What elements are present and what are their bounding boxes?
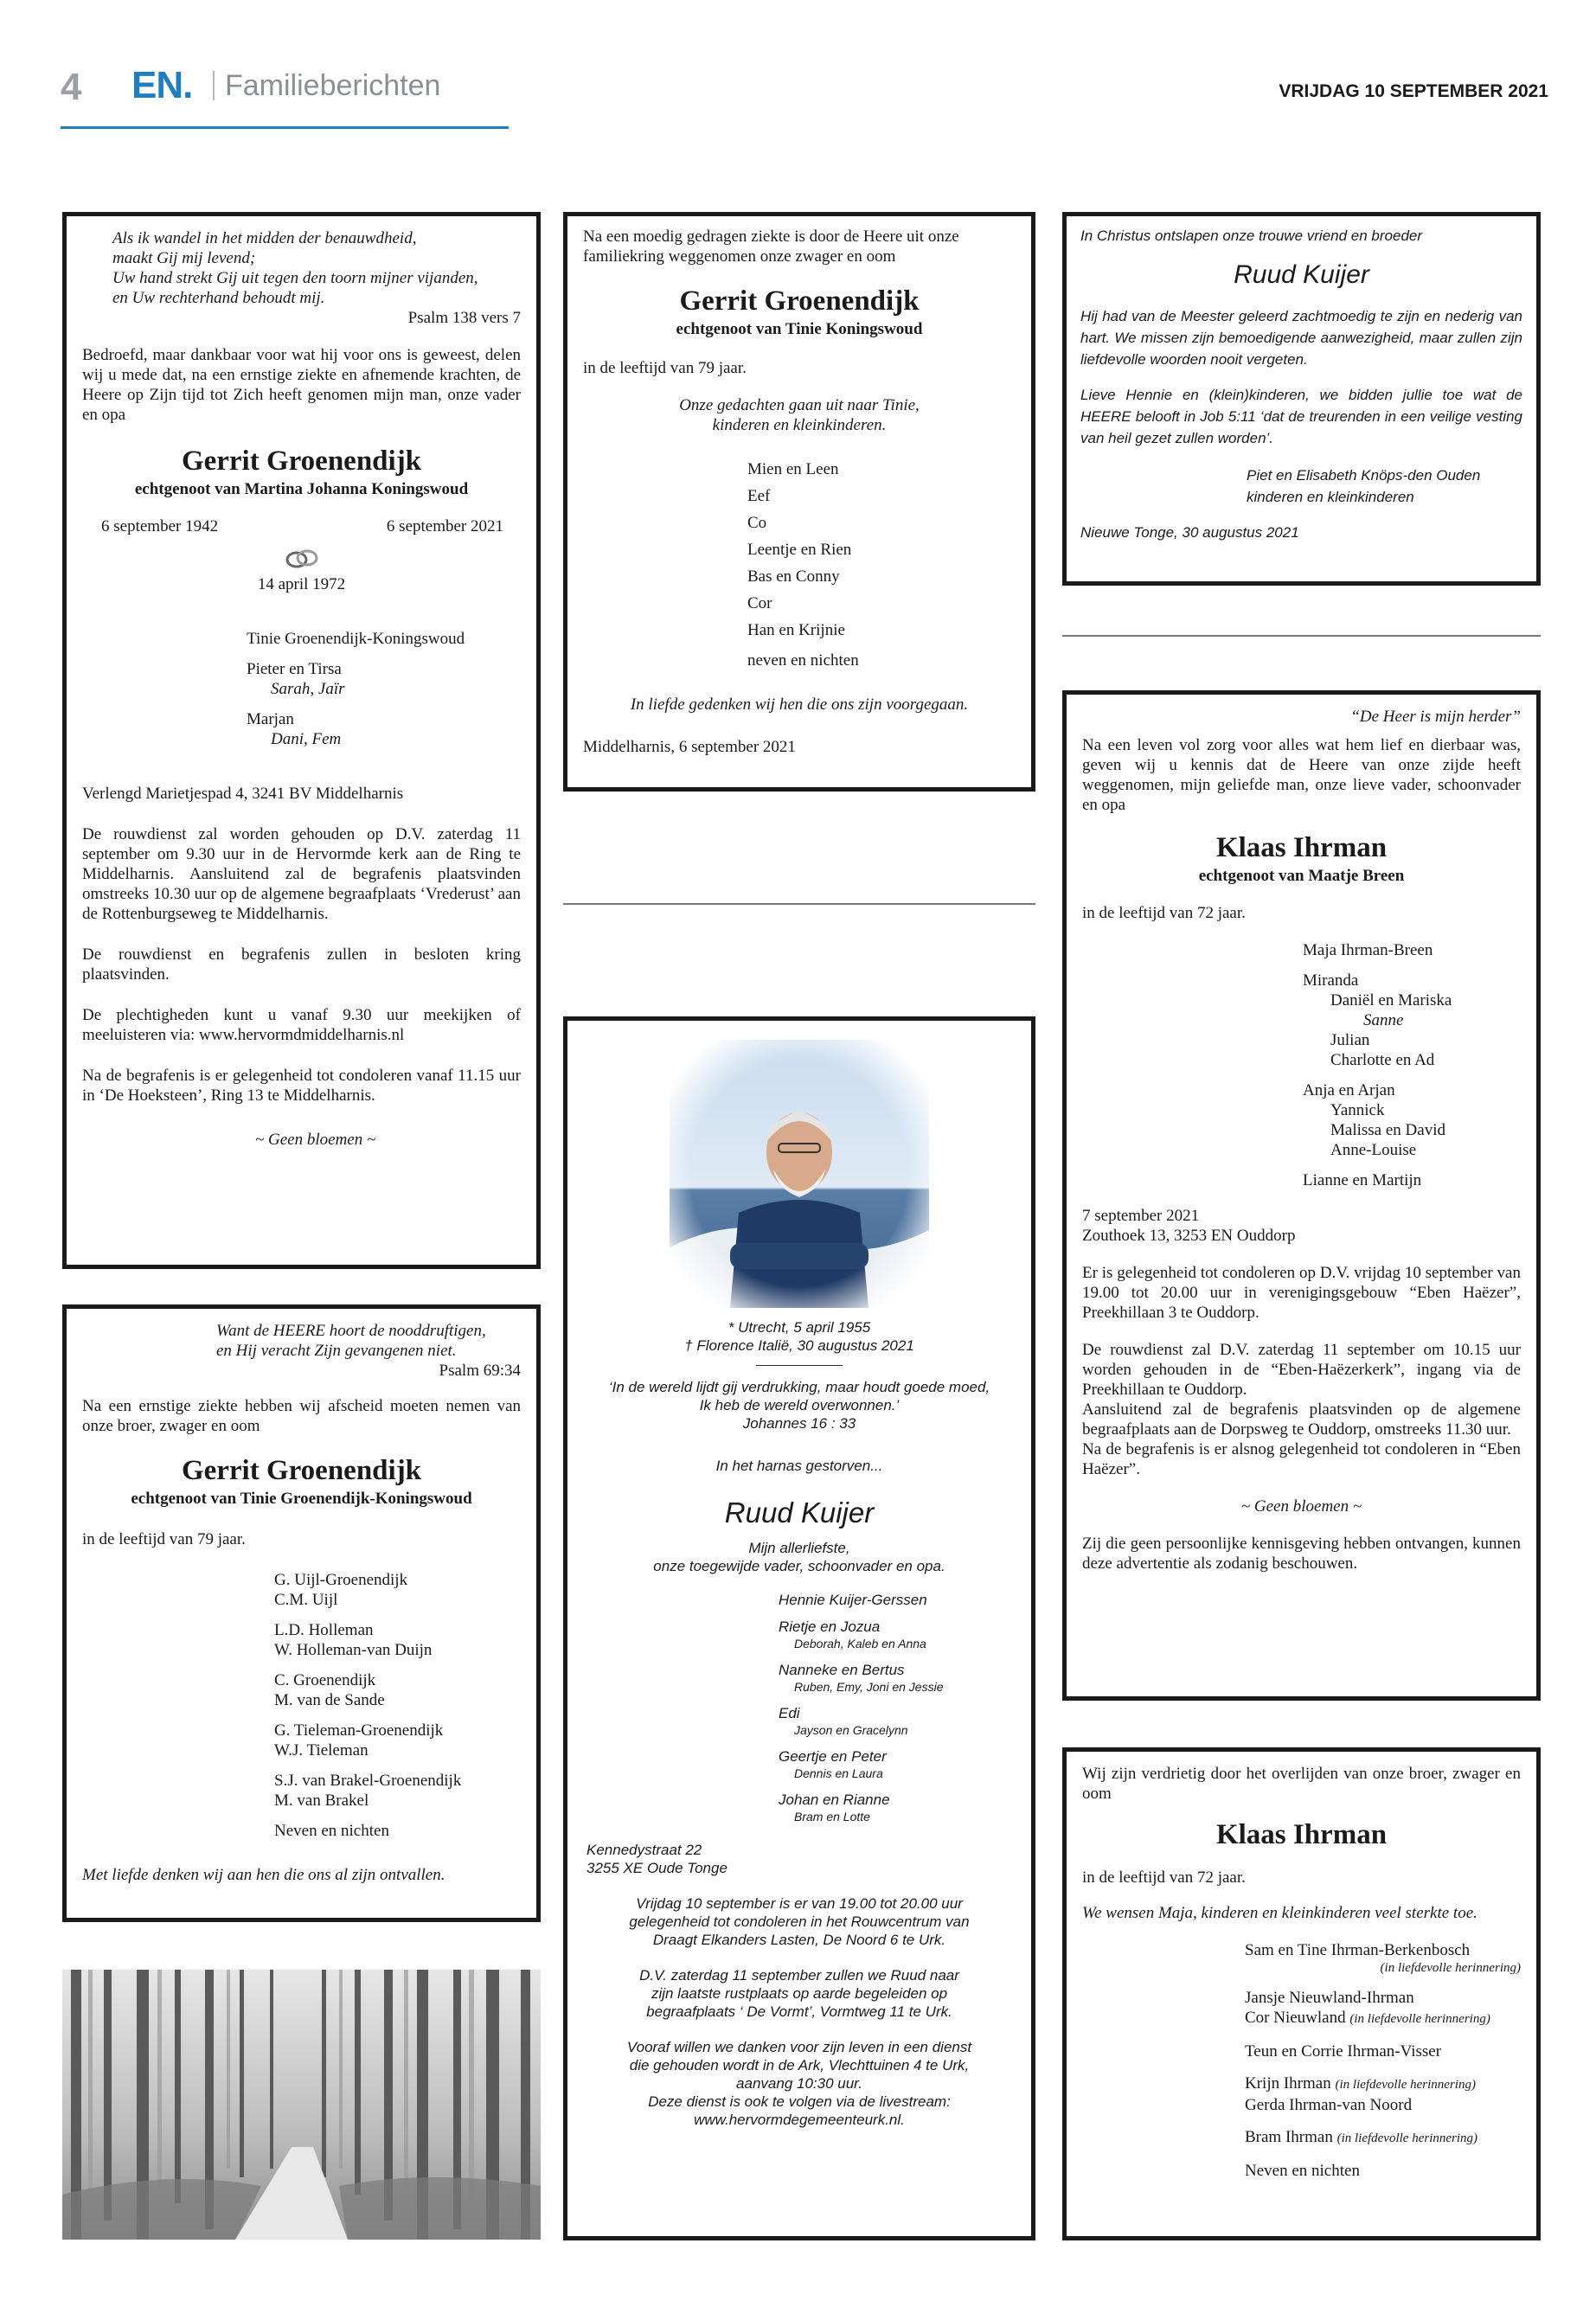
family-group — [779, 1661, 1012, 1695]
deceased-name: Gerrit Groenendijk — [181, 445, 422, 477]
thoughts-line: Onze gedachten gaan uit naar Tinie, kinderen en kleinkinderen. — [679, 396, 920, 434]
signer-note: (in liefdevolle herinnering) — [1335, 2078, 1476, 2092]
signer-name: Malissa en David — [1330, 1121, 1445, 1139]
death-date: 6 september 2021 — [386, 517, 503, 535]
family-children: Dennis en Laura — [794, 1766, 883, 1780]
intro-text: In Christus ontslapen onze trouwe vriend en broeder — [1080, 228, 1423, 244]
family-group — [779, 1591, 1012, 1609]
family-group — [779, 1618, 1012, 1652]
column-divider — [563, 903, 1035, 905]
signers-list — [1082, 940, 1521, 1190]
signer-name: Daniël en Mariska — [1330, 991, 1452, 1009]
wedding-rings-icon — [82, 548, 521, 574]
intro-text: Wij zijn verdrietig door het overlijden van onze broer, zwager en oom — [1082, 1765, 1521, 1803]
place-date: Nieuwe Tonge, 30 augustus 2021 — [1080, 524, 1299, 541]
obituary-gerrit-groenendijk-in-laws — [563, 212, 1035, 792]
quote: “De Heer is mijn herder” — [1350, 708, 1521, 726]
birth-line: * Utrecht, 5 april 1955 — [727, 1319, 871, 1336]
family-list — [586, 1591, 1012, 1825]
family-name: Johan en Rianne — [779, 1791, 890, 1808]
deceased-name: Gerrit Groenendijk — [679, 285, 920, 317]
family-children: Ruben, Emy, Joni en Jessie — [794, 1680, 944, 1694]
signer: Gerda Ihrman-van Noord — [1245, 2096, 1413, 2114]
family-children: Deborah, Kaleb en Anna — [794, 1637, 926, 1650]
signers-list — [82, 629, 521, 749]
private-info: De rouwdienst en begrafenis zullen in besloten kring plaatsvinden. — [82, 945, 521, 984]
signer-group: S.J. van Brakel-Groenendijk M. van Brakel — [274, 1772, 462, 1810]
signer: Cor Nieuwland — [1245, 2009, 1346, 2027]
family-group — [779, 1747, 1012, 1782]
place-date: Middelharnis, 6 september 2021 — [583, 738, 796, 756]
verse: Als ik wandel in het midden der benauwdheid, maakt Gij mij levend; Uw hand strekt Gij uit tegen den toorn mijner vijanden, en Uw rechterhand behoudt mij. — [112, 229, 478, 307]
signers: Piet en Elisabeth Knöps-den Ouden kinderen en kleinkinderen — [1247, 467, 1481, 505]
signer-name: Leentje en Rien — [747, 541, 852, 559]
address: Kennedystraat 22 3255 XE Oude Tonge — [586, 1842, 727, 1876]
obituary-gerrit-groenendijk-family — [62, 212, 541, 1269]
separator — [756, 1365, 843, 1366]
signer-name: Lianne en Martijn — [1303, 1171, 1422, 1189]
signer-name: Marjan — [247, 710, 294, 728]
family-name: Geertje en Peter — [779, 1748, 887, 1765]
verse: Want de HEERE hoort de nooddruftigen, en Hij veracht Zijn gevangenen niet. — [216, 1322, 486, 1360]
no-flowers: ~ Geen bloemen ~ — [255, 1131, 376, 1149]
deceased-name: Klaas Ihrman — [1215, 832, 1388, 863]
signer: Neven en nichten — [1245, 2162, 1360, 2180]
age-line: in de leeftijd van 79 jaar. — [82, 1530, 246, 1548]
condolence-info: Vrijdag 10 september is er van 19.00 tot 20.00 uur gelegenheid tot condoleren in het Rouwcentrum van Draagt Elkanders Lasten, De Noord 6 te Urk. — [629, 1895, 970, 1948]
signer-name: Charlotte en Ad — [1330, 1051, 1435, 1069]
intro-text: Na een ernstige ziekte hebben wij afscheid moeten nemen van onze broer, zwager en oom — [82, 1397, 521, 1435]
obituary-klaas-ihrman-siblings — [1062, 1747, 1541, 2240]
memory-line: In liefde gedenken wij hen die ons zijn voorgegaan. — [630, 695, 969, 714]
verse-reference: Psalm 138 vers 7 — [407, 309, 521, 327]
age-line: in de leeftijd van 72 jaar. — [1082, 904, 1246, 922]
section-title: Familieberichten — [225, 69, 441, 102]
family-group — [779, 1791, 1012, 1825]
signer-name: Tinie Groenendijk-Koningswoud — [247, 630, 465, 648]
signer-group — [247, 629, 521, 649]
signer-name: Pieter en Tirsa — [247, 660, 342, 678]
header-rule — [61, 126, 509, 129]
tribute-line: Mijn allerliefste, onze toegewijde vader, schoonvader en opa. — [653, 1540, 945, 1574]
harnas-line: In het harnas gestorven... — [715, 1458, 883, 1474]
family-name: Edi — [779, 1705, 800, 1721]
condolence-info: Er is gelegenheid tot condoleren op D.V. vrijdag 10 september van 19.00 tot 20.00 uur in verenigingsgebouw “Eben Haëzer”, Preekhillaan 3 te Ouddorp. — [1082, 1264, 1521, 1322]
signer-children: Sarah, Jaïr — [271, 680, 345, 698]
service-info: Vooraf willen we danken voor zijn leven in een dienst die gehouden wordt in de Ark, Vlechttuinen 4 te Urk, aanvang 10:30 uur. Deze dienst is ook te volgen via de livestream: www.hervormdegemeenteurk.nl. — [626, 2039, 972, 2128]
obituary-klaas-ihrman-family — [1062, 690, 1541, 1701]
spouse-line: echtgenoot van Martina Johanna Koningswoud — [134, 480, 469, 498]
signer-note: (in liefdevolle herinnering) — [1380, 1961, 1521, 1975]
signer: Teun en Corrie Ihrman-Visser — [1245, 2042, 1442, 2061]
family-name: Rietje en Jozua — [779, 1618, 881, 1635]
address: Verlengd Marietjespad 4, 3241 BV Middelharnis — [82, 785, 404, 803]
intro-text: Na een leven vol zorg voor alles wat hem lief en dierbaar was, geven wij u kennis dat de Heere van onze zijde heeft weggenomen, mijn geliefde man, onze lieve vader, schoonvader en opa — [1082, 736, 1521, 814]
spouse-line: echtgenoot van Tinie Koningswoud — [676, 320, 923, 338]
signer-name: Cor — [747, 594, 772, 612]
family-children: Bram en Lotte — [794, 1810, 870, 1823]
obituary-gerrit-groenendijk-siblings — [62, 1304, 541, 1922]
forest-path-photo — [62, 1970, 541, 2240]
signer: Jansje Nieuwland-Ihrman — [1245, 1989, 1414, 2007]
deceased-name: Ruud Kuijer — [1234, 260, 1369, 289]
deceased-name: Gerrit Groenendijk — [181, 1455, 422, 1486]
age-line: in de leeftijd van 72 jaar. — [1082, 1868, 1246, 1887]
issue-date: VRIJDAG 10 SEPTEMBER 2021 — [1279, 81, 1548, 101]
tribute-text: Hij had van de Meester geleerd zachtmoedig te zijn en nederig van hart. We missen zijn bemoedigende aanwezigheid, maar zullen zijn liefdevolle woorden nooit vergeten. — [1080, 308, 1522, 368]
service-info: De rouwdienst zal worden gehouden op D.V. zaterdag 11 september om 9.30 uur in de Hervormde kerk aan de Ring te Middelharnis. Aansluitend zal de begrafenis plaatsvinden omstreeks 10.30 uur op de algemene begraafplaats ‘Vrederust’ aan de Rottenburgseweg te Middelharnis. — [82, 825, 521, 923]
signer-name: Eef — [747, 487, 771, 505]
death-line: † Florence Italië, 30 augustus 2021 — [684, 1337, 914, 1354]
signer-name: Mien en Leen — [747, 460, 839, 478]
signer-group: C. Groenendijk M. van de Sande — [274, 1671, 385, 1709]
page-number: 4 — [61, 66, 82, 108]
service-info: De rouwdienst zal D.V. zaterdag 11 september om 10.15 uur worden gehouden in de “Eben-Haëzerkerk”, ingang via de Preekhillaan te Ouddorp. Aansluitend zal de begrafenis plaatsvinden op de algemene begraafplaats aan de Dorpsweg te Ouddorp, omstreeks 11.30 uur. Na de begrafenis is er alsnog gelegenheid tot condoleren in “Eben Haëzer”. — [1082, 1341, 1521, 1478]
family-group — [779, 1704, 1012, 1739]
signer-name: Anne-Louise — [1330, 1141, 1417, 1159]
date-address: 7 september 2021 Zouthoek 13, 3253 EN Ouddorp — [1082, 1207, 1296, 1245]
prayer-text: Lieve Hennie en (klein)kinderen, we bidden jullie toe wat de HEERE belooft in Job 5:11 ‘dat de treurenden in een veilige vesting van heil gezet zullen worden’. — [1080, 387, 1522, 446]
portrait-photo — [670, 1040, 929, 1308]
signer-name: Anja en Arjan — [1303, 1081, 1395, 1099]
family-children: Jayson en Gracelynn — [794, 1723, 908, 1737]
signer-group: Neven en nichten — [274, 1822, 389, 1840]
signer: Sam en Tine Ihrman-Berkenbosch — [1245, 1941, 1471, 1959]
deceased-name: Klaas Ihrman — [1215, 1819, 1388, 1850]
family-name: Hennie Kuijer-Gerssen — [779, 1592, 927, 1608]
signer-group: G. Uijl-Groenendijk C.M. Uijl — [274, 1571, 408, 1609]
obituary-ruud-kuijer-family — [563, 1016, 1035, 2240]
signer-note: (in liefdevolle herinnering) — [1336, 2131, 1478, 2145]
notice: Zij die geen persoonlijke kennisgeving hebben ontvangen, kunnen deze advertentie als zodanig beschouwen. — [1082, 1535, 1521, 1573]
signers-list — [583, 456, 1016, 674]
logo: EN. — [131, 64, 193, 106]
spouse-line: echtgenoot van Maatje Breen — [1198, 867, 1405, 885]
page-header — [61, 61, 1548, 134]
signer-name: Maja Ihrman-Breen — [1303, 941, 1433, 959]
signer-children: Dani, Fem — [271, 730, 342, 748]
family-name: Nanneke en Bertus — [779, 1662, 905, 1678]
obituary-ruud-kuijer-friends — [1062, 212, 1541, 586]
signer-name: neven en nichten — [747, 651, 859, 670]
verse-reference: Psalm 69:34 — [439, 1362, 521, 1380]
spouse-line: echtgenoot van Tinie Groenendijk-Koningswoud — [131, 1490, 472, 1508]
intro-text: Bedroefd, maar dankbaar voor wat hij voor ons is geweest, delen wij u mede dat, na een ernstige ziekte en afnemende krachten, de Heere op Zijn tijd tot Zich heeft genomen mijn man, onze vader en opa — [82, 346, 521, 424]
marriage-date: 14 april 1972 — [257, 575, 346, 593]
quote-reference: Johannes 16 : 33 — [742, 1415, 856, 1432]
signer-name: Han en Krijnie — [747, 621, 845, 639]
column-divider — [1062, 635, 1541, 637]
age-line: in de leeftijd van 79 jaar. — [583, 359, 747, 377]
closing-line: Met liefde denken wij aan hen die ons al zijn ontvallen. — [82, 1866, 445, 1884]
signer: Krijn Ihrman — [1245, 2074, 1331, 2093]
stream-info: De plechtigheden kunt u vanaf 9.30 uur meekijken of meeluisteren via: www.hervormdmiddelharnis.nl — [82, 1006, 521, 1044]
condolence-info: Na de begrafenis is er gelegenheid tot condoleren vanaf 11.15 uur in ‘De Hoeksteen’, Ring 13 te Middelharnis. — [82, 1067, 521, 1105]
deceased-name: Ruud Kuijer — [724, 1497, 875, 1529]
birth-date: 6 september 1942 — [101, 517, 219, 535]
signer-name: Sanne — [1363, 1011, 1404, 1029]
signer-group: G. Tieleman-Groenendijk W.J. Tieleman — [274, 1721, 444, 1759]
burial-info: D.V. zaterdag 11 september zullen we Ruud naar zijn laatste rustplaats op aarde begeleiden op begraafplaats ‘ De Vormt’, Vormtweg 11 te Urk. — [639, 1967, 959, 2020]
signer: Bram Ihrman — [1245, 2128, 1333, 2146]
quote: ‘In de wereld lijdt gij verdrukking, maar houdt goede moed, Ik heb de wereld overwonnen.’ — [608, 1379, 990, 1413]
wish-line: We wensen Maja, kinderen en kleinkinderen veel sterkte toe. — [1082, 1904, 1477, 1922]
intro-text: Na een moedig gedragen ziekte is door de Heere uit onze familiekring weggenomen onze zwager en oom — [583, 228, 959, 266]
signer-group — [247, 709, 521, 749]
signer-note: (in liefdevolle herinnering) — [1349, 2012, 1490, 2026]
signer-group — [247, 659, 521, 699]
signers-list — [82, 1570, 521, 1841]
signer-name: Co — [747, 514, 767, 532]
signer-group: L.D. Holleman W. Holleman-van Duijn — [274, 1621, 433, 1659]
no-flowers: ~ Geen bloemen ~ — [1240, 1497, 1362, 1516]
header-divider — [213, 71, 215, 100]
signer-name: Miranda — [1303, 971, 1359, 990]
signer-name: Julian — [1330, 1031, 1370, 1049]
signer-name: Yannick — [1330, 1101, 1385, 1119]
signer-name: Bas en Conny — [747, 567, 840, 586]
